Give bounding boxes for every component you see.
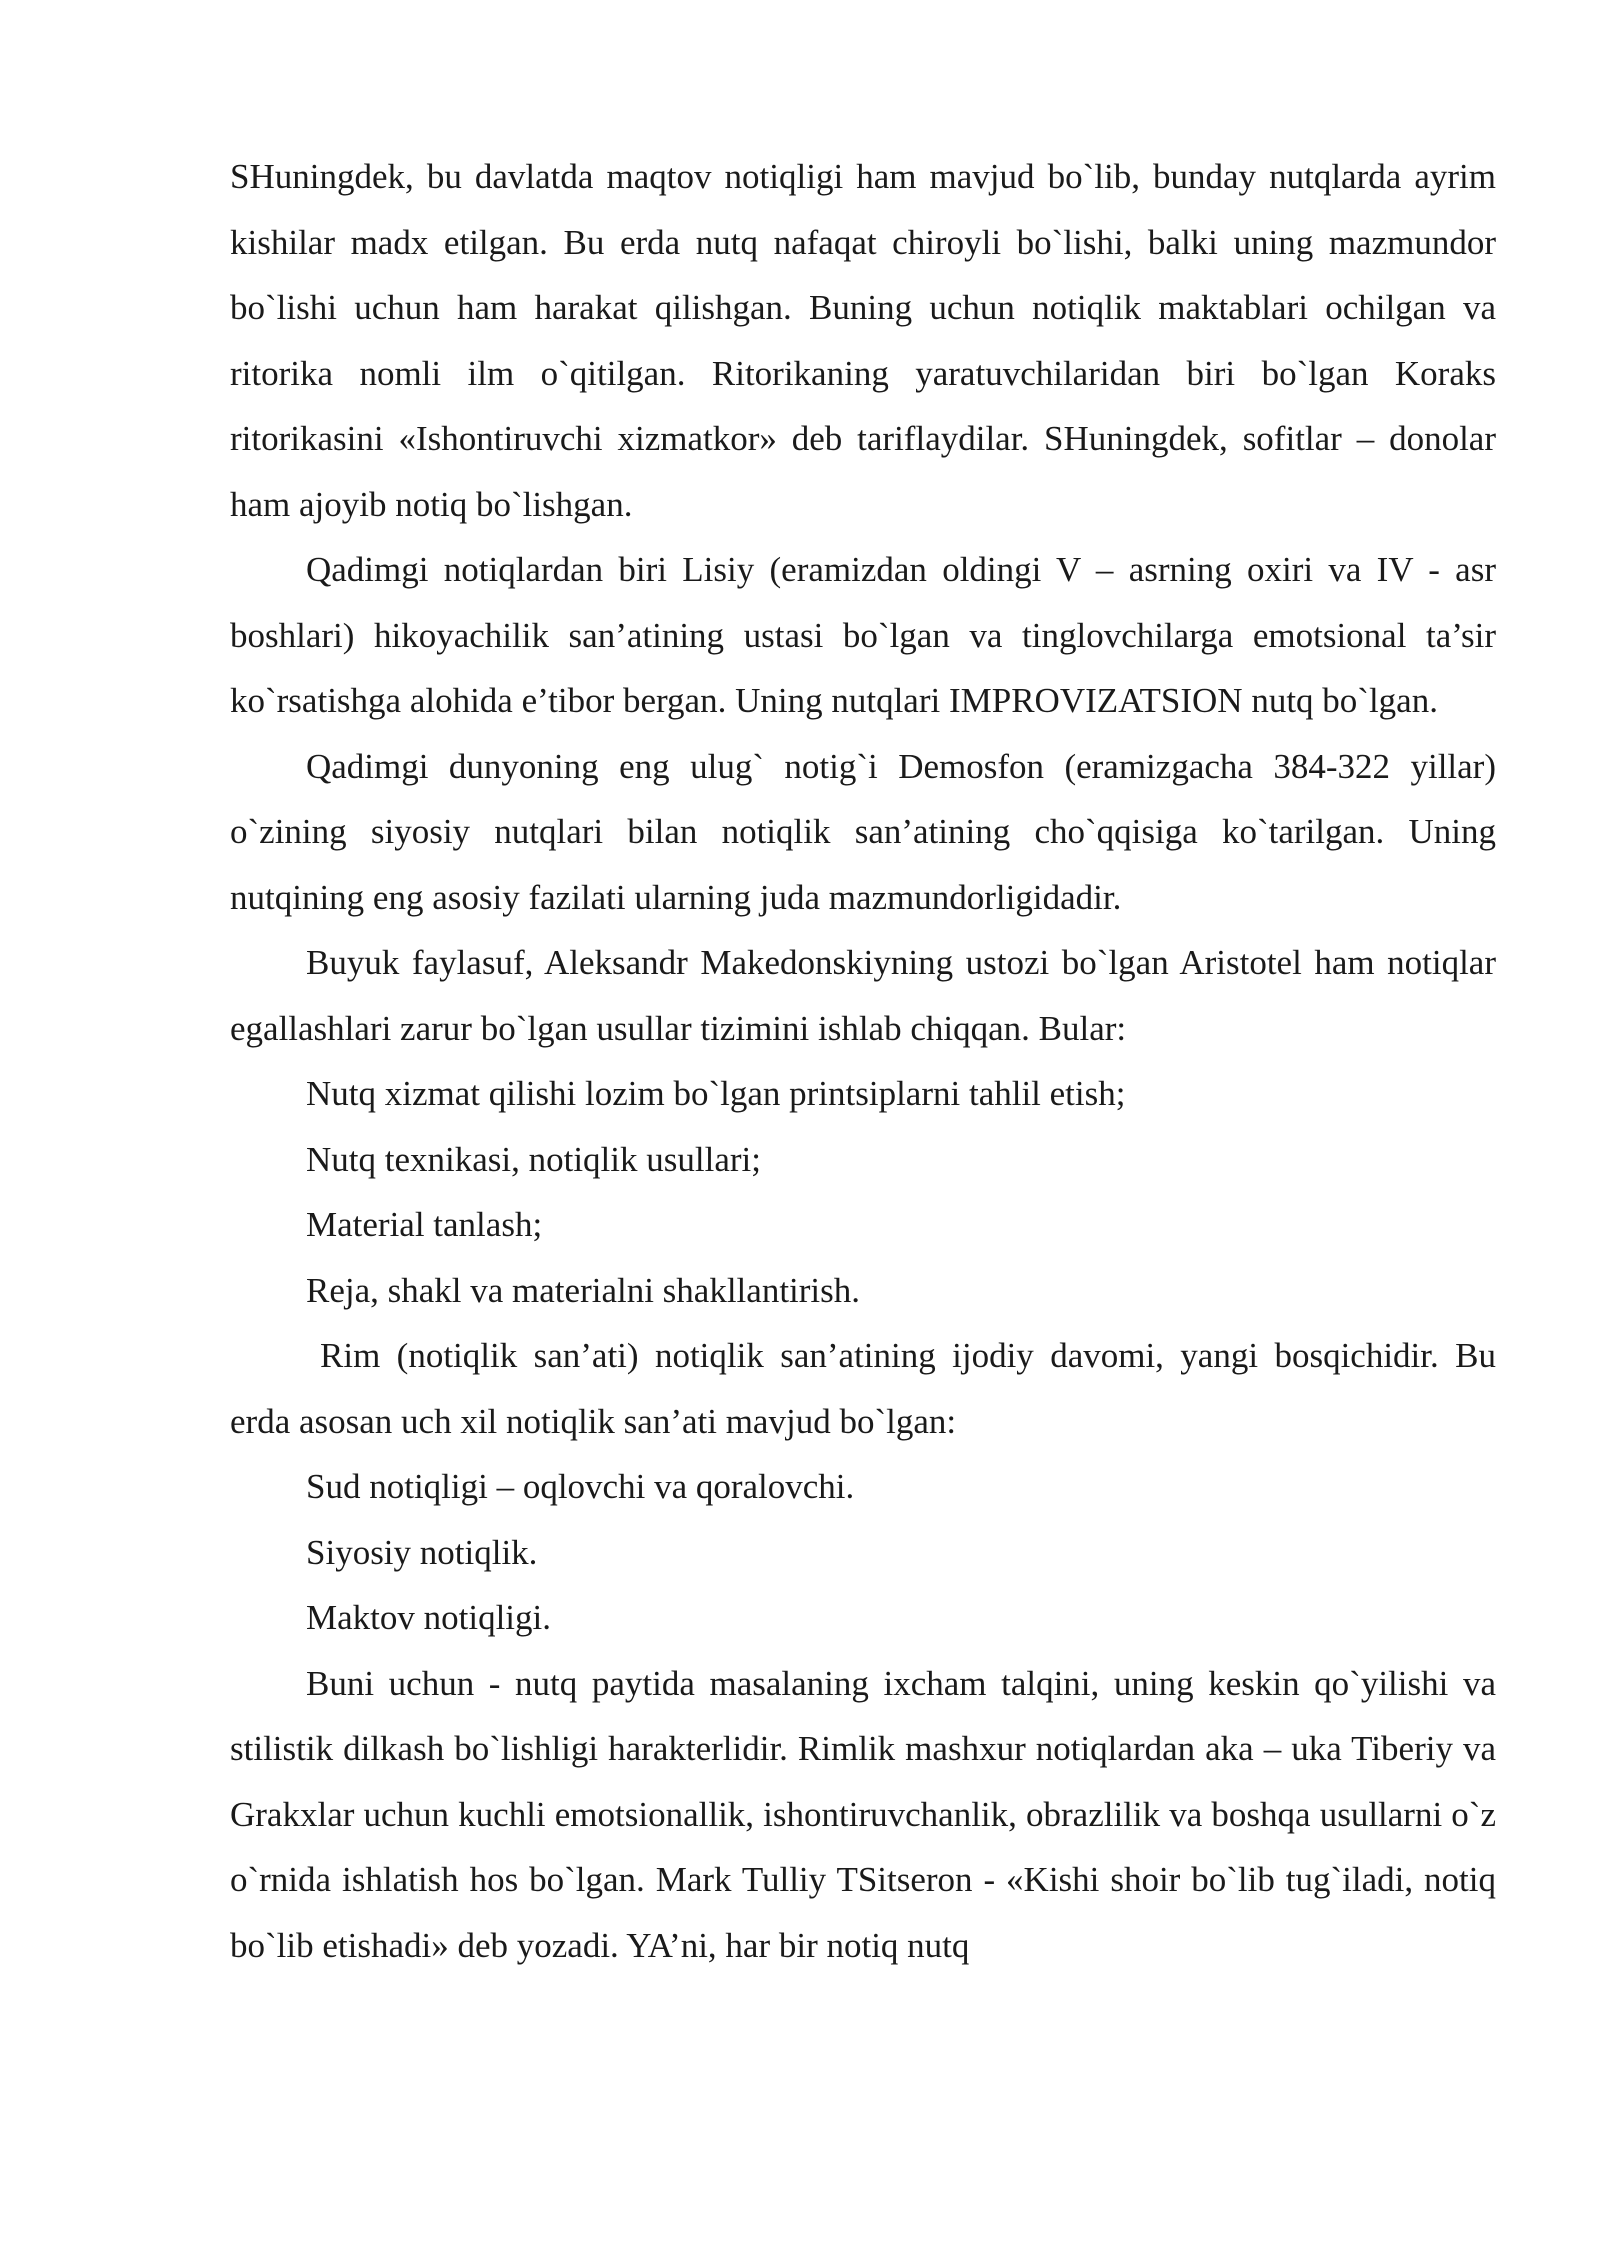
- paragraph-lisiy: Qadimgi notiqlardan biri Lisiy (eramizdan oldingi V – asrning oxiri va IV - asr boshlari) hikoyachilik san’atining ustasi bo`lgan va tinglovchilarga emotsional ta’sir ko`rsatishga alohida e’tibor bergan. Uning nutqlari IMPROVIZATSION nutq bo`lgan.: [230, 550, 1496, 720]
- paragraph-maqtov-notiqligi: SHuningdek, bu davlatda maqtov notiqligi ham mavjud bo`lib, bunday nutqlarda ayrim kishilar madx etilgan. Bu erda nutq nafaqat chiroyli bo`lishi, balki uning mazmundor bo`lishi uchun ham harakat qilishgan. Buning uchun notiqlik maktablari ochilgan va ritorika nomli ilm o`qitilgan. Ritorikaning yaratuvchilaridan biri bo`lgan Koraks ritorikasini «Ishontiruvchi xizmatkor» deb tariflaydilar. SHuningdek, sofitlar – donolar ham ajoyib notiq bo`lishgan.: [230, 157, 1496, 524]
- list-item-siyosiy-notiqlik: Siyosiy notiqlik.: [306, 1532, 538, 1572]
- paragraph-demosfon: Qadimgi dunyoning eng ulug` notig`i Demosfon (eramizgacha 384-322 yillar) o`zining siyosiy nutqlari bilan notiqlik san’atining cho`qqisiga ko`tarilgan. Uning nutqining eng asosiy fazilati ularning juda mazmundorligidadir.: [230, 746, 1496, 917]
- list-item-material-tanlash: Material tanlash;: [306, 1205, 543, 1244]
- list-item-printsiplar: Nutq xizmat qilishi lozim bo`lgan printsiplarni tahlil etish;: [306, 1074, 1126, 1113]
- paragraph-buni-uchun: Buni uchun - nutq paytida masalaning ixcham talqini, uning keskin qo`yilishi va stilistik dilkash bo`lishligi harakterlidir. Rimlik mashxur notiqlardan aka – uka Tiberiy va Grakxlar uchun kuchli emotsionallik, ishontiruvchanlik, obrazlilik va boshqa usullarni o`z o`rnida ishlatish hos bo`lgan. Mark Tulliy TSitseron - «Kishi shoir bo`lib tug`iladi, notiq bo`lib etishadi» deb yozadi. YA’ni, har bir notiq nutq: [230, 1663, 1496, 1965]
- list-item-nutq-texnikasi: Nutq texnikasi, notiqlik usullari;: [306, 1139, 761, 1179]
- paragraph-aristotel: Buyuk faylasuf, Aleksandr Makedonskiyning ustozi bo`lgan Aristotel ham notiqlar egallashlari zarur bo`lgan usullar tizimini ishlab chiqqan. Bular:: [230, 943, 1496, 1048]
- document-page: [230, 144, 1496, 1978]
- list-item-maktov-notiqligi: Maktov notiqligi.: [306, 1598, 551, 1637]
- list-item-reja-shakl: Reja, shakl va materialni shakllantirish.: [306, 1270, 861, 1310]
- paragraph-rim: Rim (notiqlik san’ati) notiqlik san’atining ijodiy davomi, yangi bosqichidir. Bu erda asosan uch xil notiqlik san’ati mavjud bo`lgan:: [230, 1336, 1496, 1441]
- list-item-sud-notiqligi: Sud notiqligi – oqlovchi va qoralovchi.: [306, 1467, 855, 1506]
